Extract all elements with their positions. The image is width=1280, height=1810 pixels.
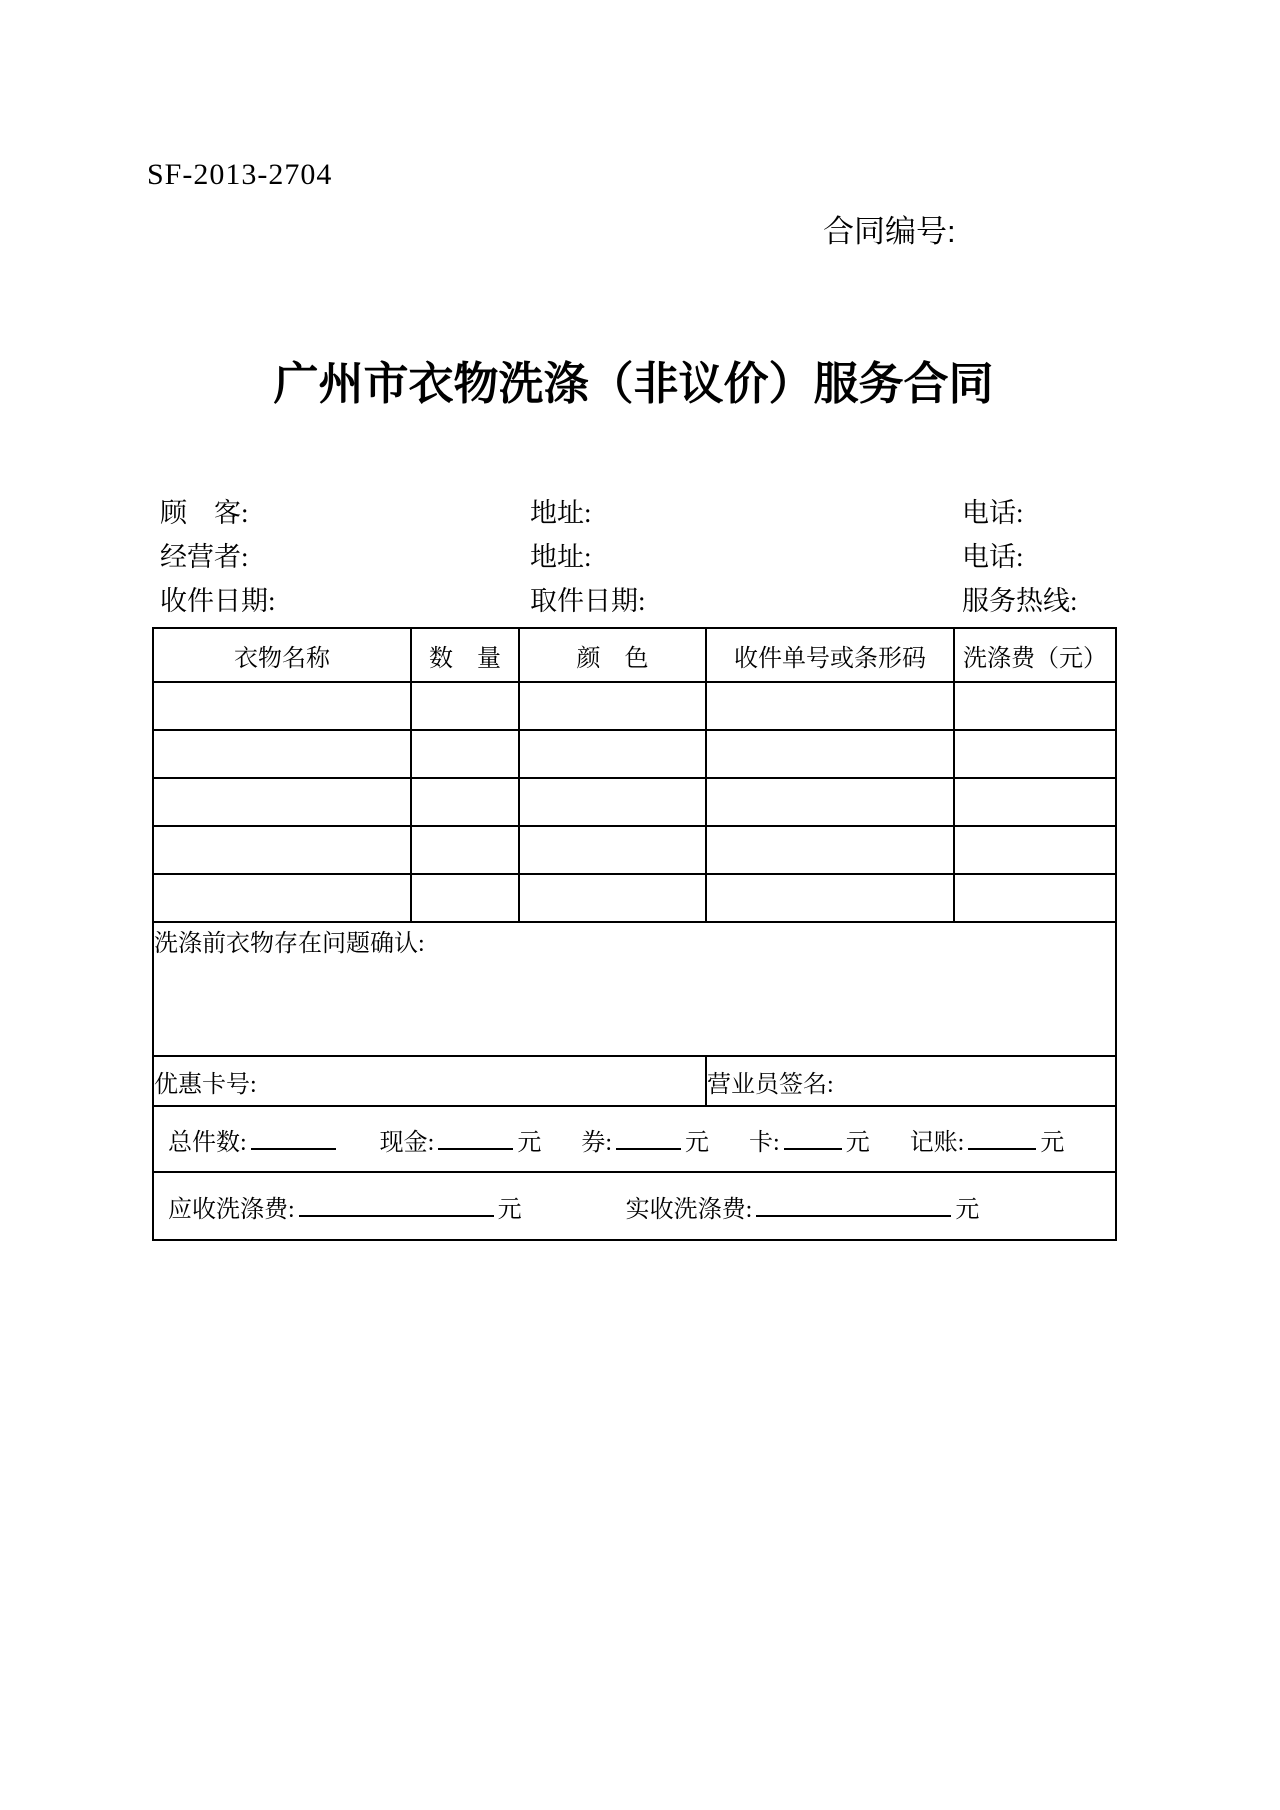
cash-unit: 元 xyxy=(517,1129,542,1156)
header-receipt-number: 收件单号或条形码 xyxy=(706,628,954,682)
receivable-fee-label: 应收洗涤费: xyxy=(168,1196,295,1223)
card-signature-row xyxy=(153,1056,1116,1106)
operator-phone-label: 电话: xyxy=(962,542,1024,572)
document-code: SF-2013-2704 xyxy=(147,158,333,191)
contract-number-label: 合同编号: xyxy=(823,214,956,249)
totals-line xyxy=(154,1122,1115,1157)
table-row xyxy=(153,826,1116,874)
pickup-date-label: 取件日期: xyxy=(530,586,646,616)
clerk-signature-label: 营业员签名: xyxy=(706,1056,1116,1106)
total-count-label: 总件数: xyxy=(168,1129,247,1156)
total-count-group xyxy=(168,1122,340,1157)
cash-group xyxy=(380,1122,542,1157)
parties-info-block xyxy=(0,498,1280,630)
received-fee-unit: 元 xyxy=(955,1196,980,1223)
header-quantity: 数 量 xyxy=(411,628,519,682)
table-header-row xyxy=(153,628,1116,682)
confirm-section-row xyxy=(153,922,1116,1056)
pre-wash-confirm-label: 洗涤前衣物存在问题确认: xyxy=(153,922,1116,1056)
received-fee-label: 实收洗涤费: xyxy=(625,1196,753,1223)
table-row xyxy=(153,874,1116,922)
customer-label: 顾 客: xyxy=(160,498,249,528)
receive-date-label: 收件日期: xyxy=(160,586,276,616)
on-account-blank-line xyxy=(968,1126,1036,1150)
receivable-fee-blank-line xyxy=(299,1193,494,1217)
receivable-fee-unit: 元 xyxy=(497,1196,522,1223)
header-item-name: 衣物名称 xyxy=(153,628,411,682)
discount-card-label: 优惠卡号: xyxy=(153,1056,706,1106)
received-fee-group xyxy=(626,1189,980,1224)
table-row xyxy=(153,730,1116,778)
receivable-fee-group xyxy=(168,1189,522,1224)
customer-phone-label: 电话: xyxy=(962,498,1024,528)
cash-blank-line xyxy=(438,1126,513,1150)
coupon-group xyxy=(581,1122,709,1157)
table-row xyxy=(153,682,1116,730)
operator-label: 经营者: xyxy=(160,542,249,572)
coupon-blank-line xyxy=(616,1126,681,1150)
card-pay-label: 卡: xyxy=(749,1129,780,1156)
totals-row xyxy=(153,1106,1116,1172)
coupon-unit: 元 xyxy=(685,1129,710,1156)
total-count-blank-line xyxy=(251,1126,336,1150)
card-pay-blank-line xyxy=(784,1126,842,1150)
service-hotline-label: 服务热线: xyxy=(962,586,1078,616)
card-pay-group xyxy=(749,1122,870,1157)
received-fee-blank-line xyxy=(756,1193,951,1217)
header-wash-fee: 洗涤费（元） xyxy=(954,628,1116,682)
fees-row xyxy=(153,1172,1116,1240)
table-row xyxy=(153,778,1116,826)
info-row-customer xyxy=(0,498,1280,528)
coupon-label: 券: xyxy=(581,1129,613,1156)
cash-label: 现金: xyxy=(379,1129,435,1156)
on-account-unit: 元 xyxy=(1040,1129,1065,1156)
header-color: 颜 色 xyxy=(519,628,706,682)
card-pay-unit: 元 xyxy=(845,1129,870,1156)
page-title: 广州市衣物洗涤（非议价）服务合同 xyxy=(273,358,994,409)
customer-address-label: 地址: xyxy=(530,498,592,528)
info-row-dates xyxy=(0,586,1280,616)
operator-address-label: 地址: xyxy=(530,542,592,572)
on-account-label: 记账: xyxy=(909,1129,965,1156)
info-row-operator xyxy=(0,542,1280,572)
fees-line xyxy=(154,1189,1115,1224)
items-table xyxy=(152,627,1117,1241)
on-account-group xyxy=(910,1122,1065,1157)
